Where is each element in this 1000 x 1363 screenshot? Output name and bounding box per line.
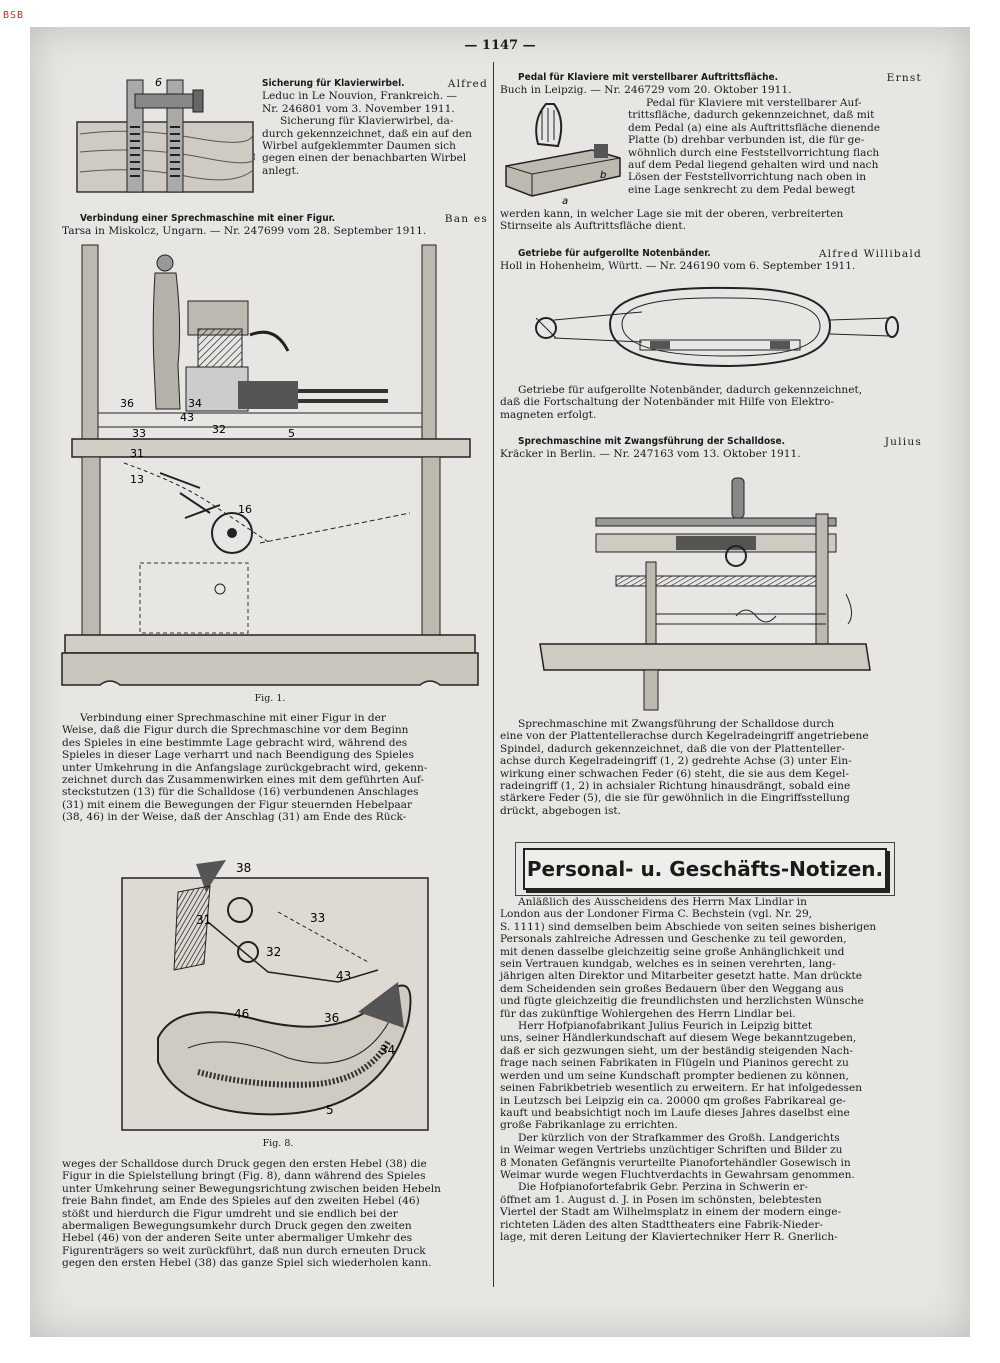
page-number: — 1147 — <box>464 38 536 53</box>
text-line: jährigen alten Direktor und Mitarbeiter gesetzt hatte. Man drückte <box>500 970 863 983</box>
text-line: für das zukünftige Wohlergehen des Herrn Lindlar bei. <box>500 1007 796 1020</box>
getriebe-author: Alfred Willibald <box>818 248 922 260</box>
text-line: Holl in Hohenheim, Württ. — Nr. 246190 vom 6. September 1911. <box>500 260 856 273</box>
svg-text:43: 43 <box>180 411 194 424</box>
text-line: Personals zahlreiche Adressen und Geschenke zu teil geworden, <box>500 933 847 946</box>
text-line: gegen den ersten Hebel (38) das ganze Spiel sich wiederholen kann. <box>62 1257 432 1270</box>
text-line: Figurenträgers so weit zurückführt, daß nun durch erneuten Druck <box>62 1244 426 1257</box>
text-line: unter Umkehrung seiner Bewegungsrichtung zwischen beiden Hebeln <box>62 1182 442 1195</box>
pedal-body <box>628 97 922 196</box>
zwang-heading <box>500 436 922 461</box>
svg-text:13: 13 <box>130 473 144 486</box>
text-line: achse durch Kegelradeingriff (1, 2) gedrehte Achse (3) unter Ein- <box>500 755 852 768</box>
text-line: Wirbel aufgeklemmter Daumen sich <box>262 140 456 153</box>
svg-text:38: 38 <box>236 861 252 875</box>
getriebe-body <box>500 384 922 421</box>
notizen-body <box>500 896 922 1243</box>
text-line: wirkung einer schwachen Feder (6) steht, die sie aus dem Kegel- <box>500 767 849 780</box>
text-line: dem Pedal (a) eine als Auftrittsfläche dienende <box>628 121 881 134</box>
text-line: abermaligen Bewegungsumkehr durch Druck gegen den zweiten <box>62 1220 412 1233</box>
svg-text:33: 33 <box>310 911 326 925</box>
figure-pedal <box>502 100 624 206</box>
text-line: Der kürzlich von der Strafkammer des Großh. Landgerichts <box>518 1131 840 1144</box>
text-line: 8 Monaten Gefängnis verurteilte Pianofortehändler Gosewisch in <box>500 1156 851 1169</box>
text-line: eine von der Plattentellerachse durch Kegelradeingriff angetriebene <box>500 730 869 743</box>
text-line: Nr. 246801 vom 3. November 1911. <box>262 102 455 115</box>
verbindung-body-continued <box>62 1158 488 1270</box>
text-line: frage nach seinen Fabrikaten in Flügeln und Pianinos gerecht zu <box>500 1057 849 1070</box>
svg-text:32: 32 <box>212 423 226 436</box>
text-line: anlegt. <box>262 164 300 177</box>
zwang-author: Julius <box>884 436 922 448</box>
library-watermark: BSB <box>3 10 25 21</box>
svg-text:33: 33 <box>132 427 146 440</box>
text-line: und fügte gleichzeitig die freundlichsten und herzlichsten Wünsche <box>500 995 864 1008</box>
text-line: radeingriff (1, 2) in achsialer Richtung hinausdrängt, sobald eine <box>500 780 851 793</box>
text-line: Getriebe für aufgerollte Notenbänder, dadurch gekennzeichnet, <box>518 384 863 396</box>
text-line: (31) mit einem die Bewegungen der Figur steuernden Hebelpaar <box>62 798 413 811</box>
svg-text:5: 5 <box>288 427 295 440</box>
svg-text:31: 31 <box>130 447 144 460</box>
text-line: sein Vertrauen kundgab, welches es in seinen verehrten, lang- <box>500 958 836 971</box>
text-line: Platte (b) drehbar verbunden ist, die für ge- <box>628 134 865 147</box>
text-line: Stirnseite als Auftrittsfläche dient. <box>500 220 687 233</box>
svg-text:a: a <box>562 196 569 206</box>
text-line: eine Lage senkrecht zu dem Pedal bewegt <box>628 183 855 196</box>
column-divider <box>493 62 494 1287</box>
text-line: Viertel der Stadt am Wilhelmsplatz in einem der modern einge- <box>500 1206 842 1219</box>
text-line: auf dem Pedal liegend gehalten wird und nach <box>628 159 879 172</box>
getriebe-heading <box>500 248 922 273</box>
verbindung-heading <box>62 213 488 238</box>
verbindung-author: Ban es <box>444 213 488 225</box>
text-line: daß er sich gezwungen sieht, um der beständig steigenden Nach- <box>500 1044 853 1057</box>
pedal-heading <box>500 72 922 97</box>
svg-text:34: 34 <box>380 1043 396 1057</box>
text-line: gegen einen der benachbarten Wirbel <box>262 152 467 165</box>
text-line: Weise, daß die Figur durch die Sprechmaschine vor dem Beginn <box>62 724 409 737</box>
text-line: richteten Läden des alten Stadttheaters eine Fabrik-Nieder- <box>500 1218 823 1231</box>
text-line: Die Hofpianofortefabrik Gebr. Perzina in Schwerin er- <box>518 1181 808 1194</box>
text-line: Buch in Leipzig. — Nr. 246729 vom 20. Oktober 1911. <box>500 84 792 97</box>
text-line: (38, 46) in der Weise, daß der Anschlag (31) am Ende des Rück- <box>62 811 407 824</box>
text-line: kauft und beabsichtigt noch im Laufe dieses Jahres daselbst eine <box>500 1106 850 1119</box>
text-line: stößt und hierdurch die Figur umdreht und sie endlich bei der <box>62 1207 398 1220</box>
figure-1-caption: Fig. 1. <box>254 693 286 704</box>
text-line: werden kann, in welcher Lage sie mit der oberen, verbreiterten <box>500 208 844 220</box>
svg-text:43: 43 <box>336 969 352 983</box>
svg-text:b: b <box>600 170 607 181</box>
verbindung-body <box>62 712 488 824</box>
text-line: Spieles in dieser Lage verharrt und nach Beendigung des Spieles <box>62 749 414 762</box>
text-line: dem Scheidenden sein großes Bedauern über den Weggang aus <box>500 982 844 995</box>
figure-1-sprechmaschine <box>60 243 480 691</box>
svg-text:5: 5 <box>326 1103 334 1117</box>
text-line: in Weimar wegen Vertriebs unzüchtiger Schriften und Bilder zu <box>500 1144 843 1157</box>
text-line: Weimar wurde wegen Fluchtverdachts in Gewahrsam genommen. <box>500 1168 855 1181</box>
text-line: Kräcker in Berlin. — Nr. 247163 vom 13. Oktober 1911. <box>500 448 801 461</box>
svg-text:6: 6 <box>155 76 162 89</box>
figure-notenbaender <box>530 280 910 380</box>
text-line: daß die Fortschaltung der Notenbänder mit Hilfe von Elektro- <box>500 396 834 409</box>
text-line: seinen Fabrikbetrieb wesentlich zu erweitern. Er hat infolgedessen <box>500 1082 863 1095</box>
figure-8-caption: Fig. 8. <box>262 1138 294 1149</box>
text-line: stärkere Feder (5), die sie für gewöhnlich in die Eingriffsstellung <box>500 792 850 805</box>
getriebe-title: Getriebe für aufgerollte Notenbänder. <box>518 248 711 259</box>
text-line: Anläßlich des Ausscheidens des Herrn Max Lindlar in <box>518 896 808 908</box>
text-line: steckstutzen (13) für die Schalldose (16) verbundenen Anschlages <box>62 786 419 799</box>
text-line: Leduc in Le Nouvion, Frankreich. — <box>262 90 458 103</box>
zwang-body <box>500 718 922 817</box>
text-line: mit denen dasselbe gleichzeitig seine große Anhänglichkeit und <box>500 945 845 958</box>
section-banner-personal-notizen: Personal- u. Geschäfts-Notizen. <box>523 848 887 890</box>
svg-text:16: 16 <box>238 503 252 516</box>
text-line: durch gekennzeichnet, daß ein auf den <box>262 127 472 140</box>
text-line: wöhnlich durch eine Feststellvorrichtung flach <box>628 146 880 159</box>
text-line: weges der Schalldose durch Druck gegen den ersten Hebel (38) die <box>62 1158 427 1170</box>
text-line: Tarsa in Miskolcz, Ungarn. — Nr. 247699 vom 28. September 1911. <box>62 225 427 238</box>
text-line: uns, seiner Händlerkundschaft auf diesem Wege bekanntzugeben, <box>500 1032 857 1045</box>
sicherung-title: Sicherung für Klavierwirbel. <box>262 78 405 89</box>
text-line: werden und um seine Kundschaft prompter bedienen zu können, <box>500 1069 849 1082</box>
text-line: Herr Hofpianofabrikant Julius Feurich in Leipzig bittet <box>518 1020 813 1033</box>
svg-text:36: 36 <box>324 1011 340 1025</box>
text-line: lage, mit deren Leitung der Klaviertechniker Herr R. Gnerlich- <box>500 1230 838 1243</box>
sicherung-entry <box>262 78 488 177</box>
text-line: Pedal für Klaviere mit verstellbarer Auf- <box>646 97 862 109</box>
svg-text:32: 32 <box>266 945 282 959</box>
verbindung-title: Verbindung einer Sprechmaschine mit einer Figur. <box>80 213 336 224</box>
figure-zwangsfuehrung <box>536 474 876 714</box>
text-line: Sicherung für Klavierwirbel, da- <box>280 115 454 128</box>
text-line: freie Bahn findet, am Ende des Spieles auf den zweiten Hebel (46) <box>62 1195 420 1208</box>
text-line: unter Umkehrung in die Anfangslage zurückgebracht wird, gekenn- <box>62 761 428 774</box>
text-line: Hebel (46) von der anderen Seite unter abermaliger Umkehr des <box>62 1232 413 1245</box>
text-line: Figur in die Spielstellung bringt (Fig. 8), dann während des Spieles <box>62 1170 426 1183</box>
text-line: drückt, abgebogen ist. <box>500 804 622 817</box>
text-line: Spindel, dadurch gekennzeichnet, daß die von der Plattenteller- <box>500 742 845 755</box>
text-line: zeichnet durch das Zusammenwirken eines mit dem geführten Auf- <box>62 774 424 787</box>
text-line: Sprechmaschine mit Zwangsführung der Schalldose durch <box>518 718 835 730</box>
text-line: Lösen der Feststellvorrichtung nach oben in <box>628 171 867 184</box>
text-line: in Leutzsch bei Leipzig ein ca. 20000 qm großes Fabrikareal ge- <box>500 1094 846 1107</box>
zwang-title: Sprechmaschine mit Zwangsführung der Schalldose. <box>518 436 786 447</box>
text-line: des Spieles in eine bestimmte Lage gebracht wird, während des <box>62 736 408 749</box>
text-line: trittsfläche, dadurch gekennzeichnet, daß mit <box>628 109 875 122</box>
svg-text:31: 31 <box>196 913 212 927</box>
pedal-body-full <box>500 208 922 233</box>
text-line: magneten erfolgt. <box>500 408 597 421</box>
pedal-author: Ernst <box>886 72 922 84</box>
svg-text:36: 36 <box>120 397 134 410</box>
sicherung-author: Alfred <box>447 78 488 90</box>
text-line: Verbindung einer Sprechmaschine mit einer Figur in der <box>80 712 386 724</box>
svg-text:34: 34 <box>188 397 202 410</box>
text-line: große Fabrikanlage zu errichten. <box>500 1119 678 1132</box>
figure-8-hebelpaar <box>118 852 436 1136</box>
text-line: öffnet am 1. August d. J. in Posen im schönsten, belebtesten <box>500 1193 822 1206</box>
text-line: S. 1111) sind demselben beim Abschiede von seiten seines bisherigen <box>500 920 877 933</box>
svg-text:46: 46 <box>234 1007 250 1021</box>
figure-klavierwirbel <box>75 72 255 194</box>
pedal-title: Pedal für Klaviere mit verstellbarer Auftrittsfläche. <box>518 72 779 83</box>
text-line: London aus der Londoner Firma C. Bechstein (vgl. Nr. 29, <box>500 908 813 921</box>
